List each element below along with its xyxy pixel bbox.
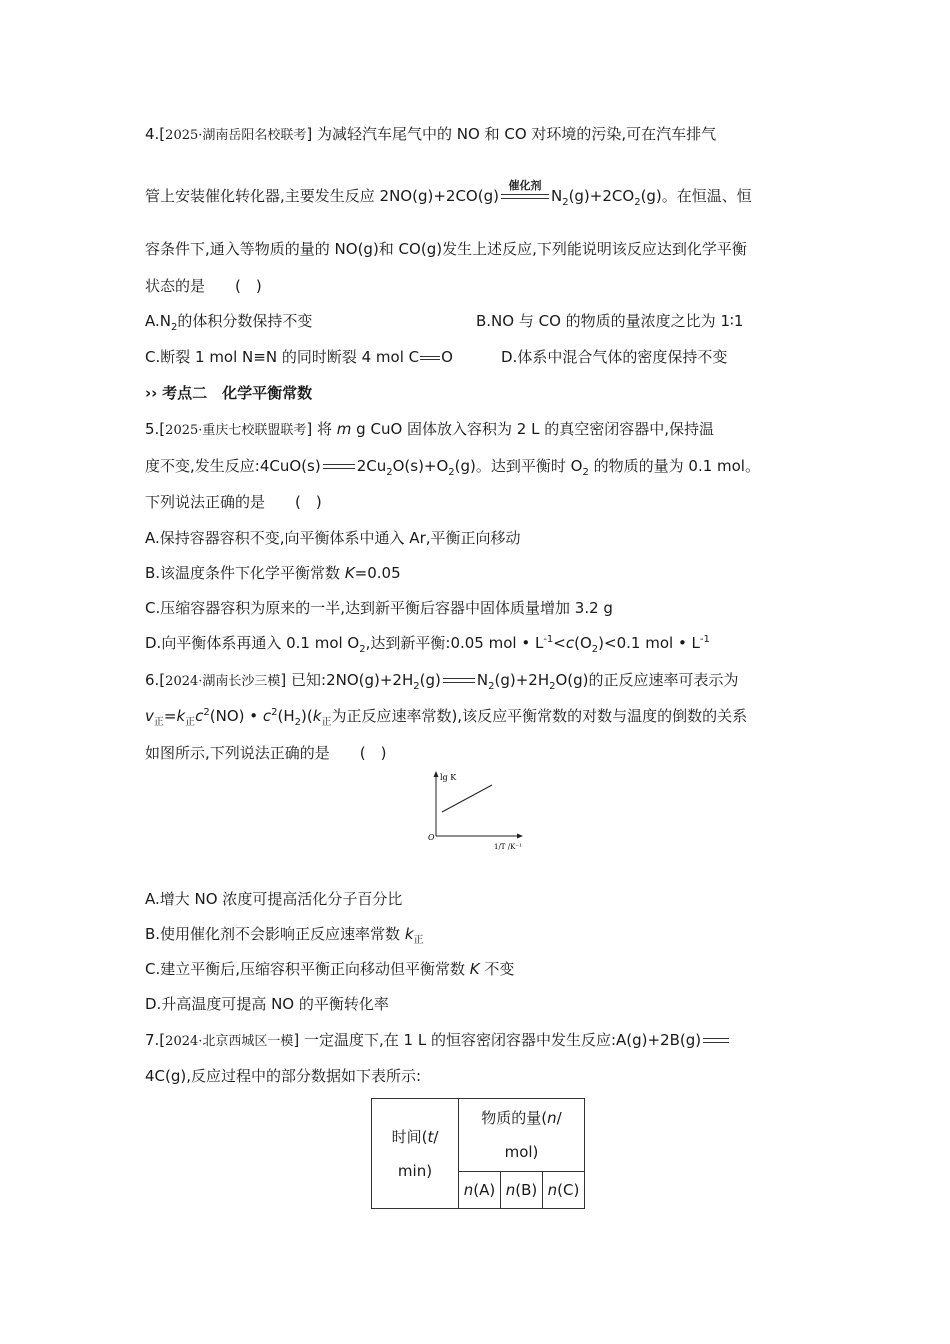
q4-line-4: 状态的是 ( ) — [145, 277, 262, 295]
sup-neg1: -1 — [699, 634, 710, 645]
q4-source: 2025·湖南岳阳名校联考 — [165, 128, 307, 143]
table-header-nB — [501, 1172, 543, 1209]
q4-option-a — [145, 311, 312, 331]
q4-option-c-text: C.断裂 1 mol N≡N 的同时断裂 4 mol C — [145, 348, 420, 366]
q4-option-a-text-2: 的体积分数保持不变 — [177, 312, 313, 330]
q4-line-1 — [145, 124, 716, 146]
q5-cu: 2Cu — [356, 457, 387, 475]
var-c: c — [195, 707, 204, 725]
q6-option-c-text: C.建立平衡后,压缩容积平衡正向移动但平衡常数 — [145, 960, 470, 978]
sub-2: 2 — [634, 197, 641, 208]
double-bond — [419, 353, 441, 363]
var-k: K — [469, 960, 480, 978]
q6-option-c — [145, 959, 514, 979]
sub-2: 2 — [591, 644, 599, 655]
sub-2: 2 — [386, 467, 393, 478]
q6-reaction-left: ] 已知:2NO(g)+2H — [280, 671, 414, 689]
var-v: v — [145, 707, 154, 725]
var-n: n — [547, 1181, 558, 1199]
q4-line-2 — [145, 178, 752, 208]
var-k: k — [176, 707, 186, 725]
q7-line-2: 4C(g),反应过程中的部分数据如下表所示: — [145, 1067, 422, 1085]
q5-equilibrium-arrow — [321, 460, 357, 474]
sub-2: 2 — [294, 717, 302, 728]
table-header-nA — [459, 1172, 501, 1209]
sub-2: 2 — [549, 681, 556, 692]
sub-zheng: 正 — [185, 717, 196, 728]
header-amount-unit: mol) — [504, 1143, 539, 1161]
q4-product-n: N — [550, 187, 563, 205]
q4-option-b: B.NO 与 CO 的物质的量浓度之比为 1∶1 — [476, 312, 744, 330]
origin-label: O — [428, 833, 435, 842]
table-header-amount — [459, 1099, 585, 1172]
q5-option-d-text: D.向平衡体系再通入 0.1 mol O — [145, 634, 360, 652]
q4-option-c-o: O — [441, 348, 453, 366]
q4-option-a-text: A.N — [145, 312, 171, 330]
q4-option-d: D.体系中混合气体的密度保持不变 — [501, 348, 728, 366]
equals: = — [163, 707, 177, 725]
sub-2: 2 — [448, 467, 455, 478]
q5-option-b-text: B.该温度条件下化学平衡常数 — [145, 564, 345, 582]
header-amount-text: 物质的量( — [481, 1109, 548, 1127]
data-line — [442, 785, 492, 812]
q5-option-d — [145, 633, 710, 653]
sub-2: 2 — [413, 681, 420, 692]
var-c: c — [565, 634, 575, 652]
q5-option-d-text-3: )<0.1 mol • L — [598, 634, 700, 652]
q6-h: (g)+2H — [494, 671, 550, 689]
header-time-unit: min) — [397, 1161, 433, 1180]
q4-text-1: ] 为减轻汽车尾气中的 NO 和 CO 对环境的污染,可在汽车排气 — [306, 125, 717, 143]
sup-neg1: -1 — [543, 634, 554, 645]
sub-zheng: 正 — [153, 717, 164, 728]
q5-option-a: A.保持容器容积不变,向平衡体系中通入 Ar,平衡正向移动 — [145, 529, 521, 547]
q6-g: (g) — [419, 671, 441, 689]
q6-line-2 — [145, 706, 747, 726]
catalyst-label: 催化剂 — [508, 178, 542, 192]
q6-number: 6.[ — [145, 671, 166, 689]
x-axis-arrow — [517, 834, 523, 839]
q7-number: 7.[ — [145, 1031, 166, 1049]
paren: )( — [301, 707, 313, 725]
var-k: k — [312, 707, 322, 725]
table-header-nC — [543, 1172, 585, 1209]
header-time-text: 时间( — [391, 1127, 428, 1146]
q4-text-2: (g)。在恒温、恒 — [640, 187, 752, 205]
q5-option-d-text-2: ,达到新平衡:0.05 mol • L — [365, 634, 544, 652]
var-c: c — [262, 707, 272, 725]
q5-o: (O — [574, 634, 592, 652]
q5-option-b-value: =0.05 — [354, 564, 401, 582]
q5-text-3: 的物质的量为 0.1 mol。 — [588, 457, 760, 475]
y-axis-label: lg K — [440, 773, 457, 782]
q5-reaction-left: 度不变,发生反应:4CuO(s) — [145, 457, 321, 475]
sub-2: 2 — [171, 322, 178, 333]
x-axis-label: 1/T /K⁻¹ — [494, 843, 522, 851]
var-n: n — [463, 1181, 474, 1199]
q4-option-c — [145, 347, 453, 367]
q6-n: N — [476, 671, 489, 689]
var-t: t — [427, 1127, 434, 1146]
lgK-vs-1-over-T-graph — [420, 768, 530, 854]
sub-zheng: 正 — [413, 935, 424, 946]
q6-h2: (H — [277, 707, 295, 725]
q6-option-c-text-2: 不变 — [479, 960, 515, 978]
section-title: 考点二 化学平衡常数 — [162, 384, 313, 402]
q4-reaction-left: 管上安装催化转化器,主要发生反应 2NO(g)+2CO(g) — [145, 187, 499, 205]
var-n: n — [547, 1109, 557, 1127]
q6-text-1: O(g)的正反应速率可表示为 — [555, 671, 739, 689]
q6-no: (NO) • — [209, 707, 263, 725]
q4-line-3: 容条件下,通入等物质的量的 NO(g)和 CO(g)发生上述反应,下列能说明该反应达到化学平衡 — [145, 240, 747, 258]
slash: / — [433, 1127, 439, 1146]
q5-option-b — [145, 563, 401, 583]
q5-text-1: ] 将 — [306, 420, 337, 438]
table-header-time — [372, 1099, 459, 1209]
section-marker-icon: ›› — [145, 384, 158, 402]
sub-2: 2 — [359, 644, 366, 655]
label-a: (A) — [473, 1181, 496, 1199]
q6-line-1 — [145, 670, 739, 692]
label-c: (C) — [557, 1181, 580, 1199]
q6-option-b-text: B.使用催化剂不会影响正反应速率常数 — [145, 925, 405, 943]
q6-option-b — [145, 924, 424, 944]
q5-o2: (g)。达到平衡时 O — [454, 457, 583, 475]
sub-2: 2 — [562, 197, 569, 208]
q4-product-co: (g)+2CO — [568, 187, 635, 205]
section-heading — [145, 383, 312, 403]
q7-equilibrium-arrow — [701, 1034, 731, 1048]
q7-line-1 — [145, 1030, 731, 1052]
q4-equilibrium-arrow — [499, 178, 551, 204]
var-k: k — [404, 925, 414, 943]
slash: / — [556, 1109, 562, 1127]
q6-text-2: 为正反应速率常数),该反应平衡常数的对数与温度的倒数的关系 — [331, 707, 748, 725]
sub-zheng: 正 — [321, 717, 332, 728]
q7-text-1: ] 一定温度下,在 1 L 的恒容密闭容器中发生反应:A(g)+2B(g) — [293, 1031, 702, 1049]
sup-2: 2 — [203, 707, 210, 718]
q5-var-m: m — [336, 420, 352, 438]
q6-source: 2024·湖南长沙三模 — [165, 674, 281, 689]
label-b: (B) — [515, 1181, 538, 1199]
y-axis-arrow — [434, 771, 439, 777]
q5-line-2 — [145, 456, 760, 476]
q4-number: 4.[ — [145, 125, 166, 143]
sup-2: 2 — [271, 707, 278, 718]
q7-source: 2024·北京西城区一模 — [165, 1034, 294, 1049]
q5-text-2: g CuO 固体放入容积为 2 L 的真空密闭容器中,保持温 — [351, 420, 714, 438]
q5-source: 2025·重庆七校联盟联考 — [165, 423, 307, 438]
q5-line-1 — [145, 419, 714, 441]
q6-equilibrium-arrow — [441, 674, 477, 688]
q5-number: 5.[ — [145, 420, 166, 438]
q6-option-a: A.增大 NO 浓度可提高活化分子百分比 — [145, 890, 403, 908]
sub-2: 2 — [582, 467, 589, 478]
sub-2: 2 — [488, 681, 495, 692]
var-n: n — [505, 1181, 516, 1199]
q5-var-k: K — [344, 564, 355, 582]
q5-line-3: 下列说法正确的是 ( ) — [145, 493, 322, 511]
q6-option-d: D.升高温度可提高 NO 的平衡转化率 — [145, 995, 389, 1013]
q5-o: O(s)+O — [392, 457, 449, 475]
q6-line-3: 如图所示,下列说法正确的是 ( ) — [145, 744, 387, 762]
less-than: < — [553, 634, 566, 652]
q7-data-table — [371, 1098, 585, 1209]
q5-option-c: C.压缩容器容积为原来的一半,达到新平衡后容器中固体质量增加 3.2 g — [145, 599, 613, 617]
